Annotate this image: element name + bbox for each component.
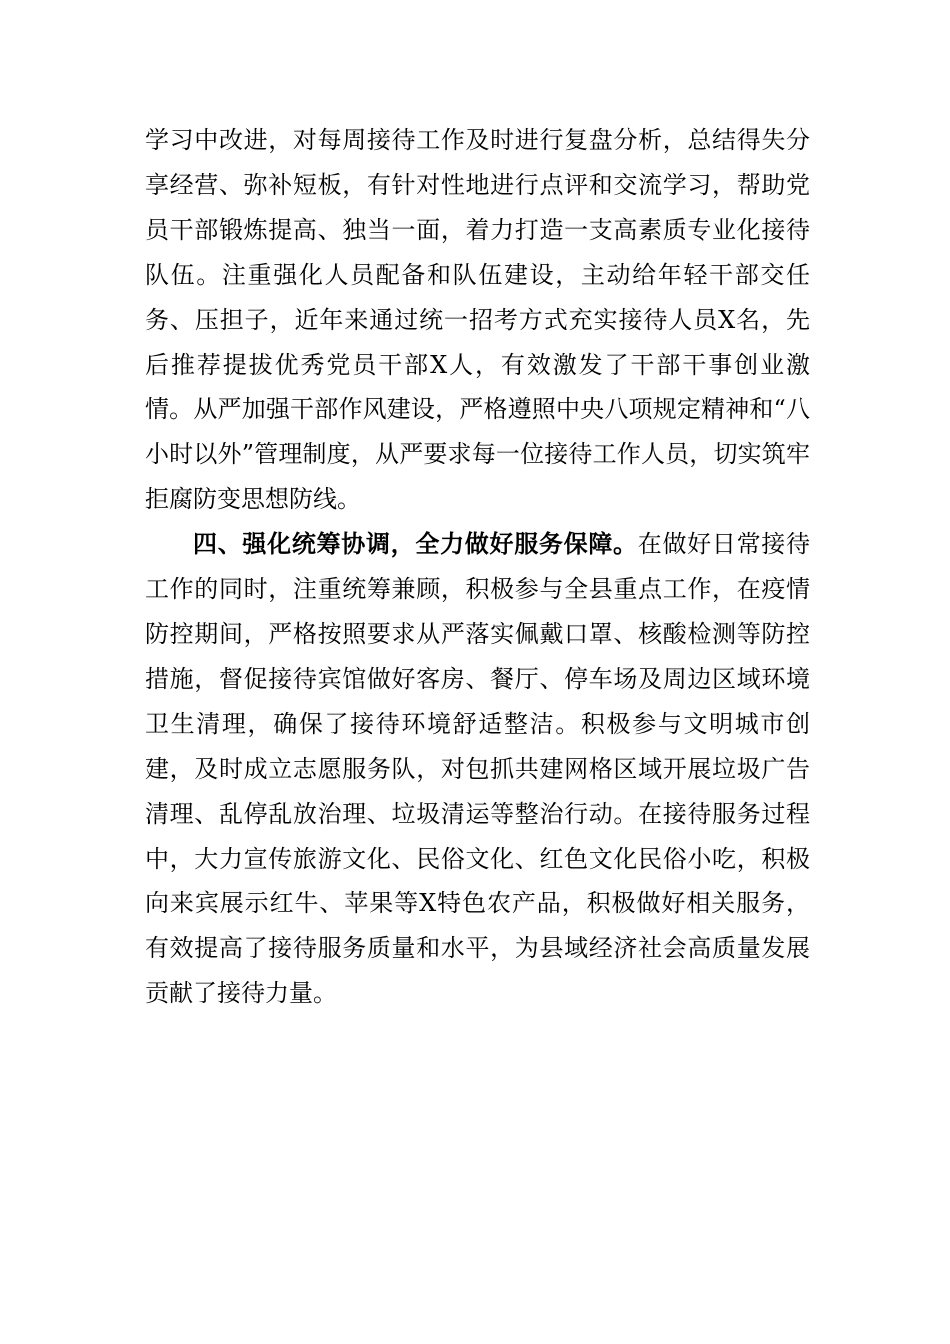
paragraph-continuation	[145, 118, 810, 522]
paragraph-section-four	[145, 522, 810, 1016]
document-body	[145, 118, 810, 1016]
paragraph-text: 在做好日常接待工作的同时，注重统筹兼顾，积极参与全县重点工作，在疫情防控期间，严格按照要求从严落实佩戴口罩、核酸检测等防控措施，督促接待宾馆做好客房、餐厅、停车场及周边区域环境卫生清理，确保了接待环境舒适整洁。积极参与文明城市创建，及时成立志愿服务队，对包抓共建网格区域开展垃圾广告清理、乱停乱放治理、垃圾清运等整治行动。在接待服务过程中，大力宣传旅游文化、民俗文化、红色文化民俗小吃，积极向来宾展示红牛、苹果等X特色农产品，积极做好相关服务，有效提高了接待服务质量和水平，为县域经济社会高质量发展贡献了接待力量。	[145, 530, 810, 1008]
paragraph-text: 学习中改进，对每周接待工作及时进行复盘分析，总结得失分享经营、弥补短板，有针对性地进行点评和交流学习，帮助党员干部锻炼提高、独当一面，着力打造一支高素质专业化接待队伍。注重强化人员配备和队伍建设，主动给年轻干部交任务、压担子，近年来通过统一招考方式充实接待人员X名，先后推荐提拔优秀党员干部X人，有效激发了干部干事创业激情。从严加强干部作风建设，严格遵照中央八项规定精神和“八小时以外”管理制度，从严要求每一位接待工作人员，切实筑牢拒腐防变思想防线。	[145, 126, 810, 514]
section-heading: 四、强化统筹协调，全力做好服务保障。	[193, 529, 638, 559]
